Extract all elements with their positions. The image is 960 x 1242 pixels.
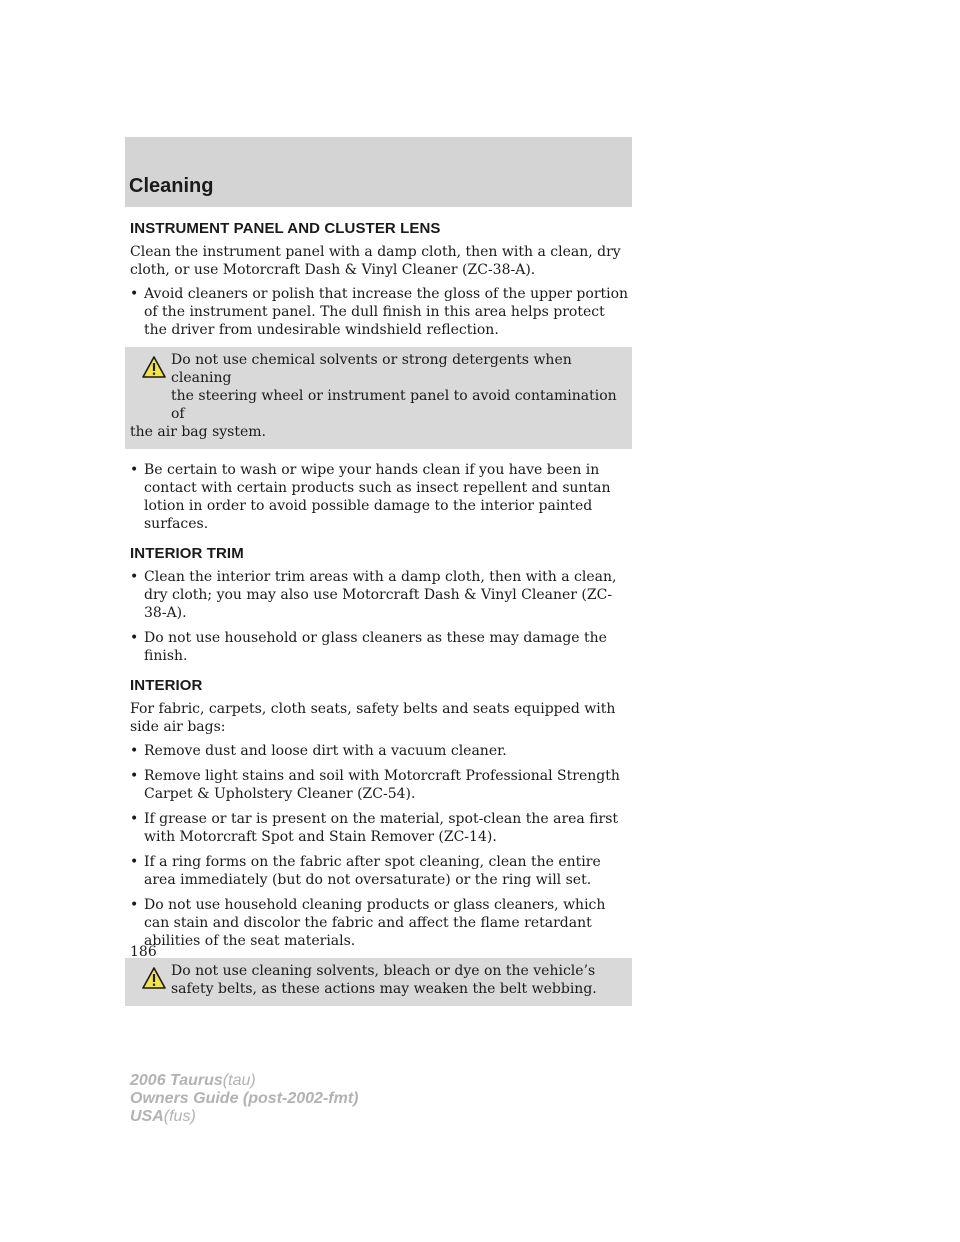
warning-text-line: Do not use cleaning solvents, bleach or dye on the vehicle’s — [171, 963, 596, 979]
warning-text-line: the air bag system. — [130, 424, 266, 440]
footer-line — [130, 1108, 358, 1126]
page-number: 186 — [130, 944, 157, 960]
warning-text-line: Do not use chemical solvents or strong detergents when cleaning — [171, 352, 572, 386]
heading-interior-trim: INTERIOR TRIM — [130, 545, 244, 562]
footer-line — [130, 1072, 358, 1090]
bullet-list — [130, 742, 630, 950]
footer-market: USA — [130, 1108, 164, 1125]
footer-line — [130, 1090, 358, 1108]
bullet-list — [130, 285, 630, 339]
section-title: Cleaning — [129, 175, 214, 197]
footer-model: 2006 Taurus — [130, 1072, 223, 1089]
bullet-list — [130, 568, 630, 665]
list-item: • Clean the interior trim areas with a damp cloth, then with a clean, dry cloth; you may also use Motorcraft Dash & Vinyl Cleaner (ZC-38-A). — [130, 568, 630, 622]
footer-model-code: (tau) — [222, 1072, 256, 1089]
warning-triangle-icon — [141, 355, 167, 379]
list-item: • Do not use household or glass cleaners as these may damage the finish. — [130, 629, 630, 665]
warning-text-line: safety belts, as these actions may weaken the belt webbing. — [171, 981, 597, 997]
list-item: • If grease or tar is present on the material, spot-clean the area first with Motorcraft Spot and Stain Remover (ZC-14). — [130, 810, 630, 846]
section-header-bar — [125, 137, 632, 207]
warning-text-line: the steering wheel or instrument panel to avoid contamination of — [171, 388, 617, 422]
document-footer — [130, 1072, 358, 1126]
heading-instrument-panel: INSTRUMENT PANEL AND CLUSTER LENS — [130, 220, 441, 237]
list-item: • Avoid cleaners or polish that increase the gloss of the upper portion of the instrument panel. The dull finish in this area helps protect the driver from undesirable windshield reflection. — [130, 285, 630, 339]
list-item: • Do not use household cleaning products or glass cleaners, which can stain and discolor the fabric and affect the flame retardant abilities of the seat materials. — [130, 896, 630, 950]
warning-box — [125, 347, 632, 449]
bullet-list — [130, 461, 630, 533]
paragraph: Clean the instrument panel with a damp cloth, then with a clean, dry cloth, or use Motorcraft Dash & Vinyl Cleaner (ZC-38-A). — [130, 244, 621, 278]
heading-interior: INTERIOR — [130, 677, 203, 694]
list-item: • Remove light stains and soil with Motorcraft Professional Strength Carpet & Upholstery Cleaner (ZC-54). — [130, 767, 630, 803]
warning-triangle-icon — [141, 966, 167, 990]
footer-market-code: (fus) — [163, 1108, 196, 1125]
list-item: • Be certain to wash or wipe your hands clean if you have been in contact with certain products such as insect repellent and suntan lotion in order to avoid possible damage to the interior painted surfaces. — [130, 461, 630, 533]
footer-guide: Owners Guide (post-2002-fmt) — [130, 1090, 359, 1107]
list-item: • Remove dust and loose dirt with a vacuum cleaner. — [130, 742, 630, 760]
list-item: • If a ring forms on the fabric after spot cleaning, clean the entire area immediately (but do not oversaturate) or the ring will set. — [130, 853, 630, 889]
warning-box — [125, 958, 632, 1006]
paragraph: For fabric, carpets, cloth seats, safety belts and seats equipped with side air bags: — [130, 701, 616, 735]
page-content — [130, 220, 630, 1018]
